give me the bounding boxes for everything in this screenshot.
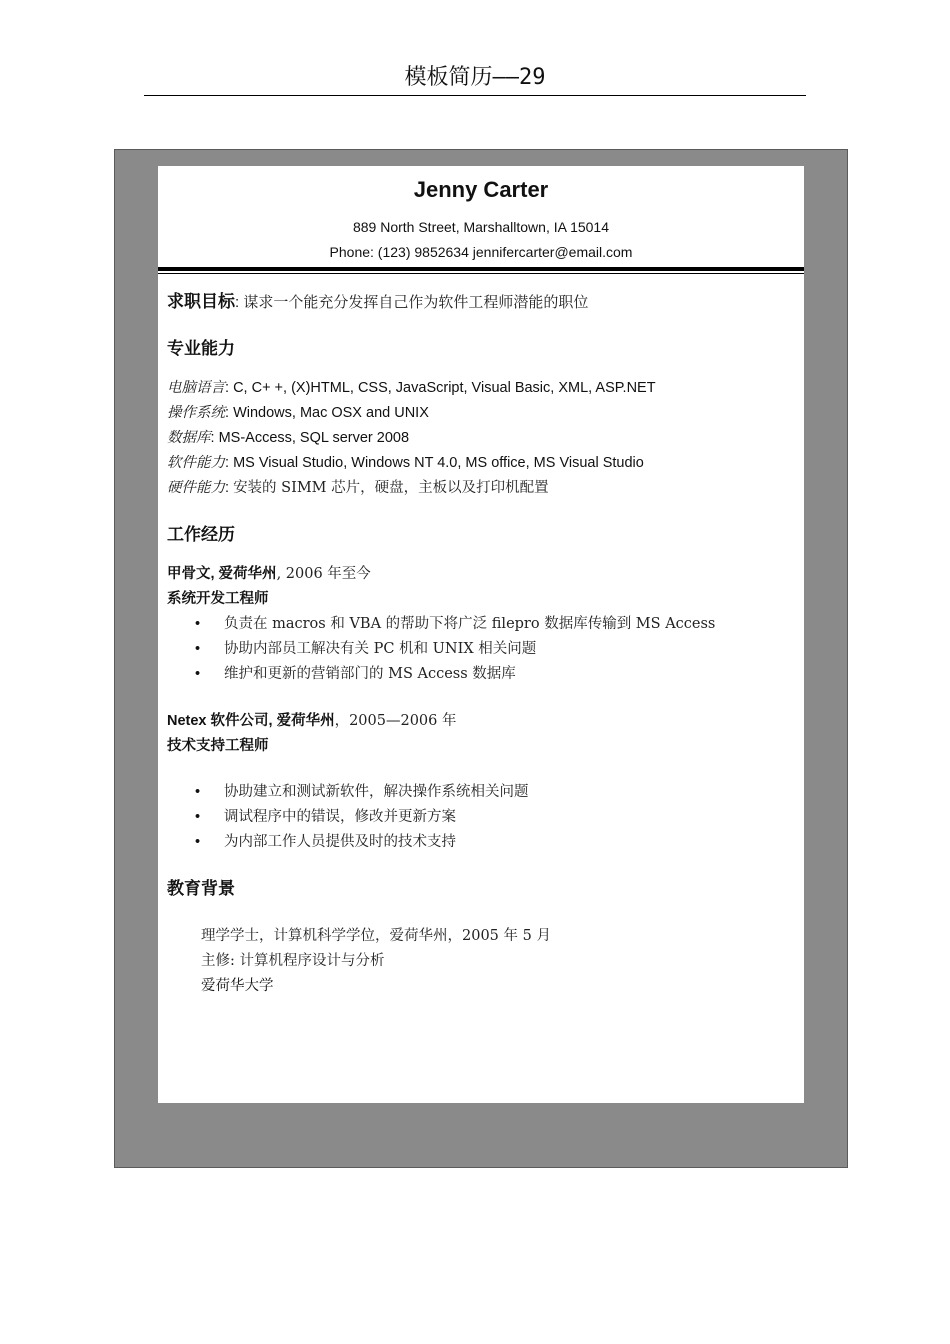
duty-text: 协助内部员工解决有关 PC 机和 UNIX 相关问题 <box>224 641 537 657</box>
section-heading-skills: 专业能力 <box>167 339 235 358</box>
education-major: 主修: 计算机程序设计与分析 <box>201 953 385 969</box>
spacer <box>167 687 797 709</box>
education-degree: 理学学士，计算机科学学位，爱荷华州，2005 年 5 月 <box>201 928 551 944</box>
skill-key: 数据库 <box>167 430 211 446</box>
header-divider-thin <box>158 273 804 274</box>
job-company-line <box>167 709 797 734</box>
skill-sep: : <box>225 380 234 396</box>
job-duties-list <box>167 780 797 855</box>
skill-sep: : <box>225 405 234 421</box>
job-company: 甲骨文, 爱荷华州 <box>167 566 277 582</box>
header-divider-thick <box>158 267 804 271</box>
list-item <box>167 780 797 805</box>
skill-row <box>167 451 797 476</box>
duty-text: 为内部工作人员提供及时的技术支持 <box>224 834 456 850</box>
skill-key: 软件能力 <box>167 455 225 471</box>
list-item <box>167 612 797 637</box>
job-duties-list <box>167 612 797 687</box>
list-item <box>167 637 797 662</box>
job-title: 系统开发工程师 <box>167 591 269 607</box>
skill-row <box>167 376 797 401</box>
objective-label: 求职目标 <box>167 292 235 311</box>
skill-row <box>167 401 797 426</box>
job-period: ，2005—2006 年 <box>334 713 457 729</box>
job-company: Netex 软件公司, 爱荷华州 <box>167 713 335 729</box>
spacer <box>167 916 797 924</box>
job-company-line <box>167 562 797 587</box>
objective-line <box>167 289 797 315</box>
section-heading-experience: 工作经历 <box>167 525 235 544</box>
skill-value: MS Visual Studio, Windows NT 4.0, MS office, MS Visual Studio <box>233 455 644 471</box>
skill-sep: : <box>225 455 234 471</box>
title-underline <box>144 95 806 96</box>
duty-text: 负责在 macros 和 VBA 的帮助下将广泛 filepro 数据库传输到 MS Access <box>224 616 716 632</box>
spacer <box>167 759 797 780</box>
resume-page <box>158 166 804 1103</box>
skill-value: MS-Access, SQL server 2008 <box>218 430 410 446</box>
skill-sep: : <box>225 480 234 496</box>
skill-row <box>167 426 797 451</box>
skill-sep: : <box>210 430 219 446</box>
duty-text: 维护和更新的营销部门的 MS Access 数据库 <box>224 666 516 682</box>
bullet-icon: • <box>195 666 201 682</box>
bullet-icon: • <box>195 641 201 657</box>
bullet-icon: • <box>195 809 201 825</box>
job-period: , 2006 年至今 <box>276 566 371 582</box>
contact-address: 889 North Street, Marshalltown, IA 15014 <box>352 219 610 235</box>
section-heading-education: 教育背景 <box>167 879 235 898</box>
skill-key: 电脑语言 <box>167 380 225 396</box>
objective-separator: : <box>235 294 244 311</box>
skill-row <box>167 476 797 501</box>
skill-value: 安装的 SIMM 芯片，硬盘，主板以及打印机配置 <box>233 480 549 496</box>
objective-text: 谋求一个能充分发挥自己作为软件工程师潜能的职位 <box>243 293 589 311</box>
resume-body <box>167 284 797 999</box>
job-title: 技术支持工程师 <box>167 738 269 754</box>
duty-text: 调试程序中的错误，修改并更新方案 <box>224 809 456 825</box>
skill-value: Windows, Mac OSX and UNIX <box>233 405 429 421</box>
bullet-icon: • <box>195 616 201 632</box>
candidate-name: Jenny Carter <box>413 177 549 202</box>
list-item <box>167 830 797 855</box>
list-item <box>167 805 797 830</box>
list-item <box>167 662 797 687</box>
duty-text: 协助建立和测试新软件，解决操作系统相关问题 <box>224 784 529 800</box>
skill-key: 硬件能力 <box>167 480 225 496</box>
skill-key: 操作系统 <box>167 405 225 421</box>
bullet-icon: • <box>195 784 201 800</box>
document-title: 模板简历——29 <box>404 65 546 90</box>
bullet-icon: • <box>195 834 201 850</box>
contact-phone-email: Phone: (123) 9852634 jennifercarter@email.com <box>329 244 633 260</box>
skill-value: C, C+ +, (X)HTML, CSS, JavaScript, Visual Basic, XML, ASP.NET <box>233 380 656 396</box>
education-school: 爱荷华大学 <box>201 978 274 994</box>
